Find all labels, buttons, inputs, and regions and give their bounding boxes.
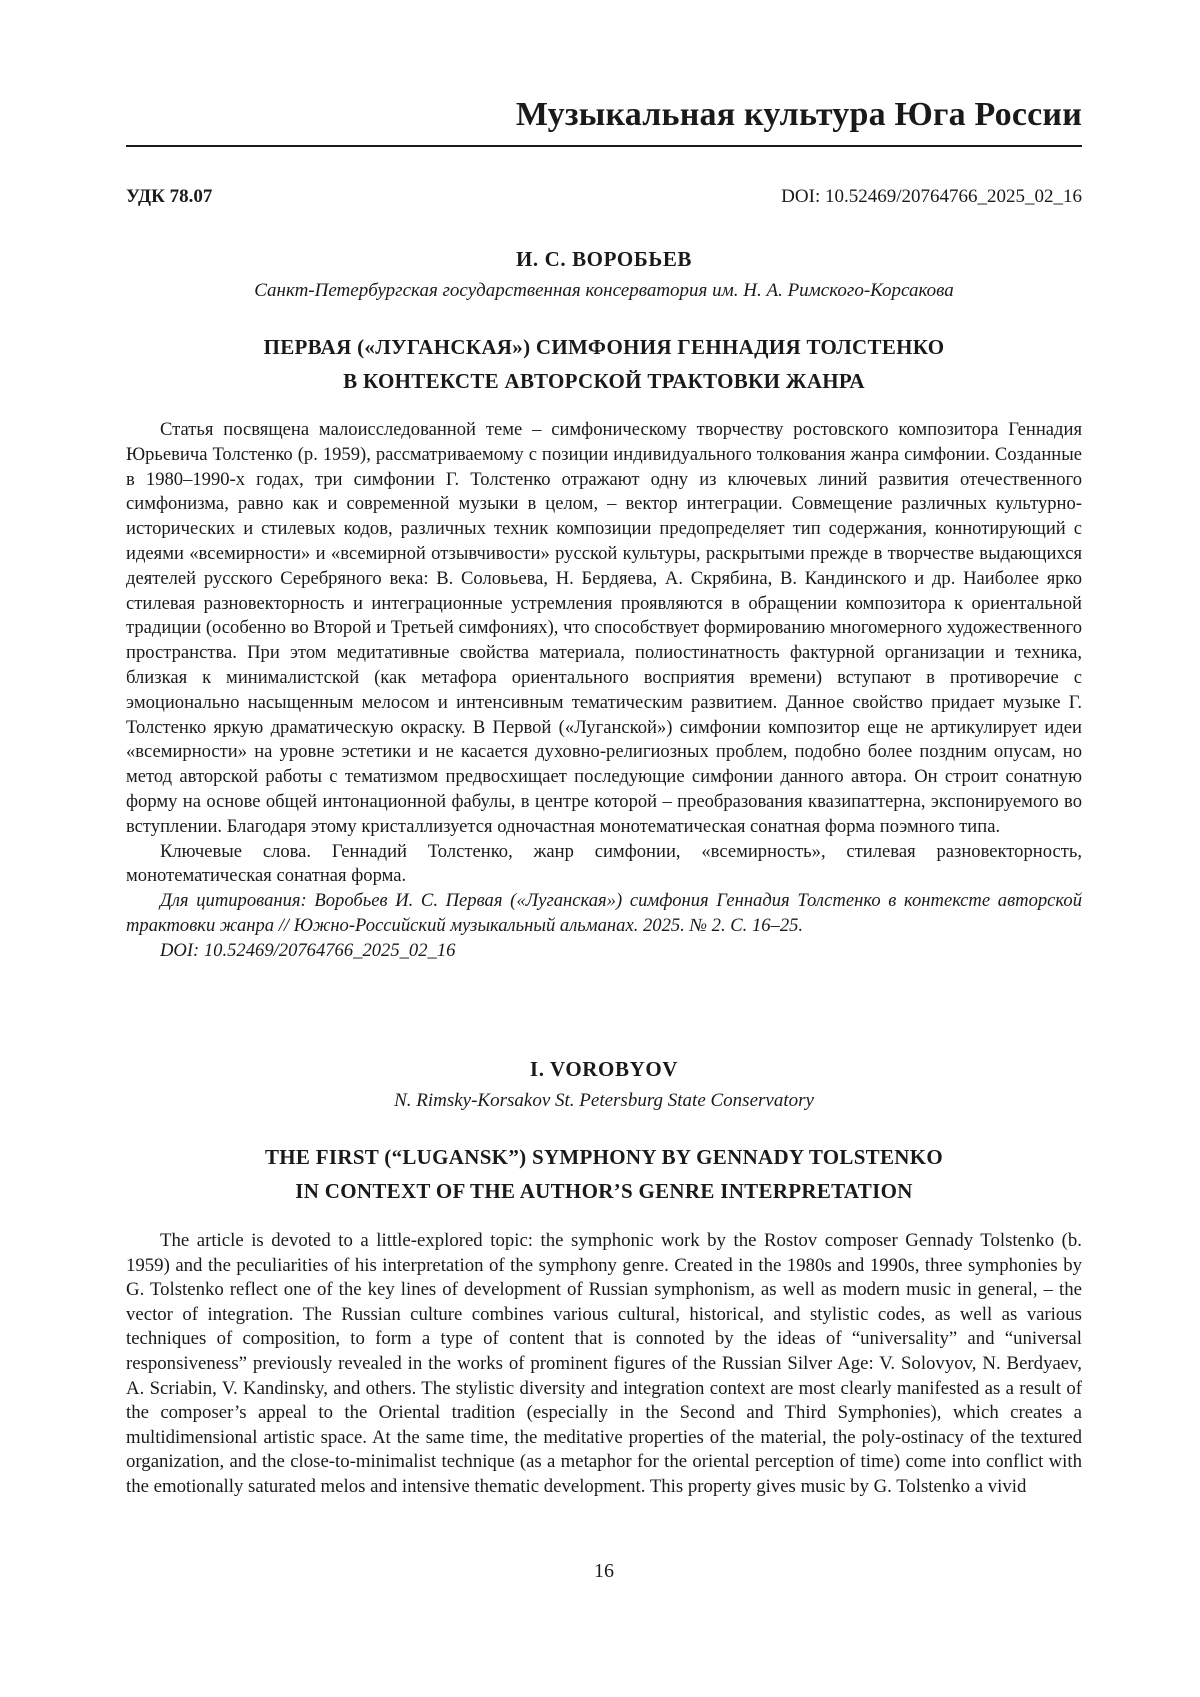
article-meta [126, 186, 1082, 216]
author-name-en: I. VOROBYOV [529, 1057, 679, 1081]
title-en-line2: IN CONTEXT OF THE AUTHOR’S GENRE INTERPRETATION [295, 1179, 913, 1203]
article-title-en [126, 1140, 1082, 1208]
udc-code: УДК 78.07 [126, 186, 213, 207]
abstract-ru [126, 418, 1082, 964]
title-en-line1: THE FIRST (“LUGANSK”) SYMPHONY BY GENNADY TOLSTENKO [264, 1145, 944, 1169]
title-ru-line1: ПЕРВАЯ («ЛУГАНСКАЯ») СИМФОНИЯ ГЕННАДИЯ ТОЛСТЕНКО [263, 335, 945, 359]
abstract-en [126, 1229, 1082, 1500]
citation-ru: Для цитирования: Воробьев И. С. Первая («Луганская») симфония Геннадия Толстенко в контексте авторской трактовки жанра // Южно-Российский музыкальный альманах. 2025. № 2. С. 16–25. [126, 890, 1082, 936]
page-number: 16 [594, 1560, 614, 1582]
article-title-ru [126, 330, 1082, 398]
title-ru-line2: В КОНТЕКСТЕ АВТОРСКОЙ ТРАКТОВКИ ЖАНРА [343, 369, 865, 393]
affiliation-en: N. Rimsky-Korsakov St. Petersburg State Conservatory [394, 1090, 814, 1111]
header-rule [126, 145, 1082, 147]
citation-doi: DOI: 10.52469/20764766_2025_02_16 [160, 939, 456, 961]
abstract-en-text: The article is devoted to a little-explored topic: the symphonic work by the Rostov composer Gennady Tolstenko (b. 1959) and the peculiarities of his interpretation of the symphony genre. Created in the 1980s and 1990s, three symphonies by G. Tolstenko reflect one of the key lines of development of Russian symphonism, as well as modern music in general, – the vector of integration. The Russian culture combines various cultural, historical, and stylistic codes, as well as various techniques of composition, to form a type of content that is connoted by the ideas of “universality” and “universal responsiveness” previously revealed in the works of prominent figures of the Russian Silver Age: V. Solovyov, N. Berdyaev, A. Scriabin, V. Kandinsky, and others. The stylistic diversity and integration context are most clearly manifested as a result of the composer’s appeal to the Oriental tradition (especially in the Second and Third Symphonies), which creates a multidimensional artistic space. At the same time, the meditative properties of the material, the poly-ostinacy of the textured organization, and the close-to-minimalist technique (as a metaphor for the oriental perception of time) come into conflict with the emotionally saturated melos and intensive thematic development. This property gives music by G. Tolstenko a vivid [126, 1230, 1082, 1497]
author-name-ru: И. С. ВОРОБЬЕВ [515, 247, 693, 271]
abstract-ru-text: Статья посвящена малоисследованной теме – симфоническому творчеству ростовского композитора Геннадия Юрьевича Толстенко (р. 1959), рассматриваемому с позиции индивидуального толкования жанра симфонии. Созданные в 1980–1990-х годах, три симфонии Г. Толстенко отражают одну из ключевых линий развития отечественного симфонизма, равно как и современной музыки в целом, – вектор интеграции. Совмещение различных культурно-исторических и стилевых кодов, различных техник композиции предопределяет тип содержания, коннотирующий с идеями «всемирности» и «всемирной отзывчивости» русской культуры, раскрытыми прежде в творчестве выдающихся деятелей русского Серебряного века: В. Соловьева, Н. Бердяева, А. Скрябина, В. Кандинского и др. Наиболее ярко стилевая разновекторность и интеграционные устремления проявляются в обращении композитора к ориентальной традиции (особенно во Второй и Третьей симфониях), что способствует формированию многомерного художественного пространства. При этом медитативные свойства материала, полиостинатность фактурной организации и техника, близкая к минималистской (как метафора ориентального восприятия времени) вступают в противоречие с эмоционально насыщенным мелосом и интенсивным тематическим развитием. Данное свойство придает музыке Г. Толстенко яркую драматическую окраску. В Первой («Луганской») симфонии композитор еще не артикулирует идеи «всемирности» на уровне эстетики и не касается духовно-религиозных проблем, подобно более поздним опусам, но метод авторской работы с тематизмом предвосхищает последующие симфонии данного автора. Он строит сонатную форму на основе общей интонационной фабулы, в центре которой – преобразования квазипаттерна, экспонируемого во вступлении. Благодаря этому кристаллизуется одночастная монотематическая сонатная форма поэмного типа. [126, 419, 1082, 837]
affiliation-ru: Санкт-Петербургская государственная консерватория им. Н. А. Римского-Корсакова [254, 280, 954, 301]
doi-header: DOI: 10.52469/20764766_2025_02_16 [781, 186, 1082, 207]
keywords-ru: Ключевые слова. Геннадий Толстенко, жанр симфонии, «всемирность», стилевая разновекторность, монотематическая сонатная форма. [126, 840, 1082, 887]
journal-title: Музыкальная культура Юга России [515, 96, 1082, 133]
